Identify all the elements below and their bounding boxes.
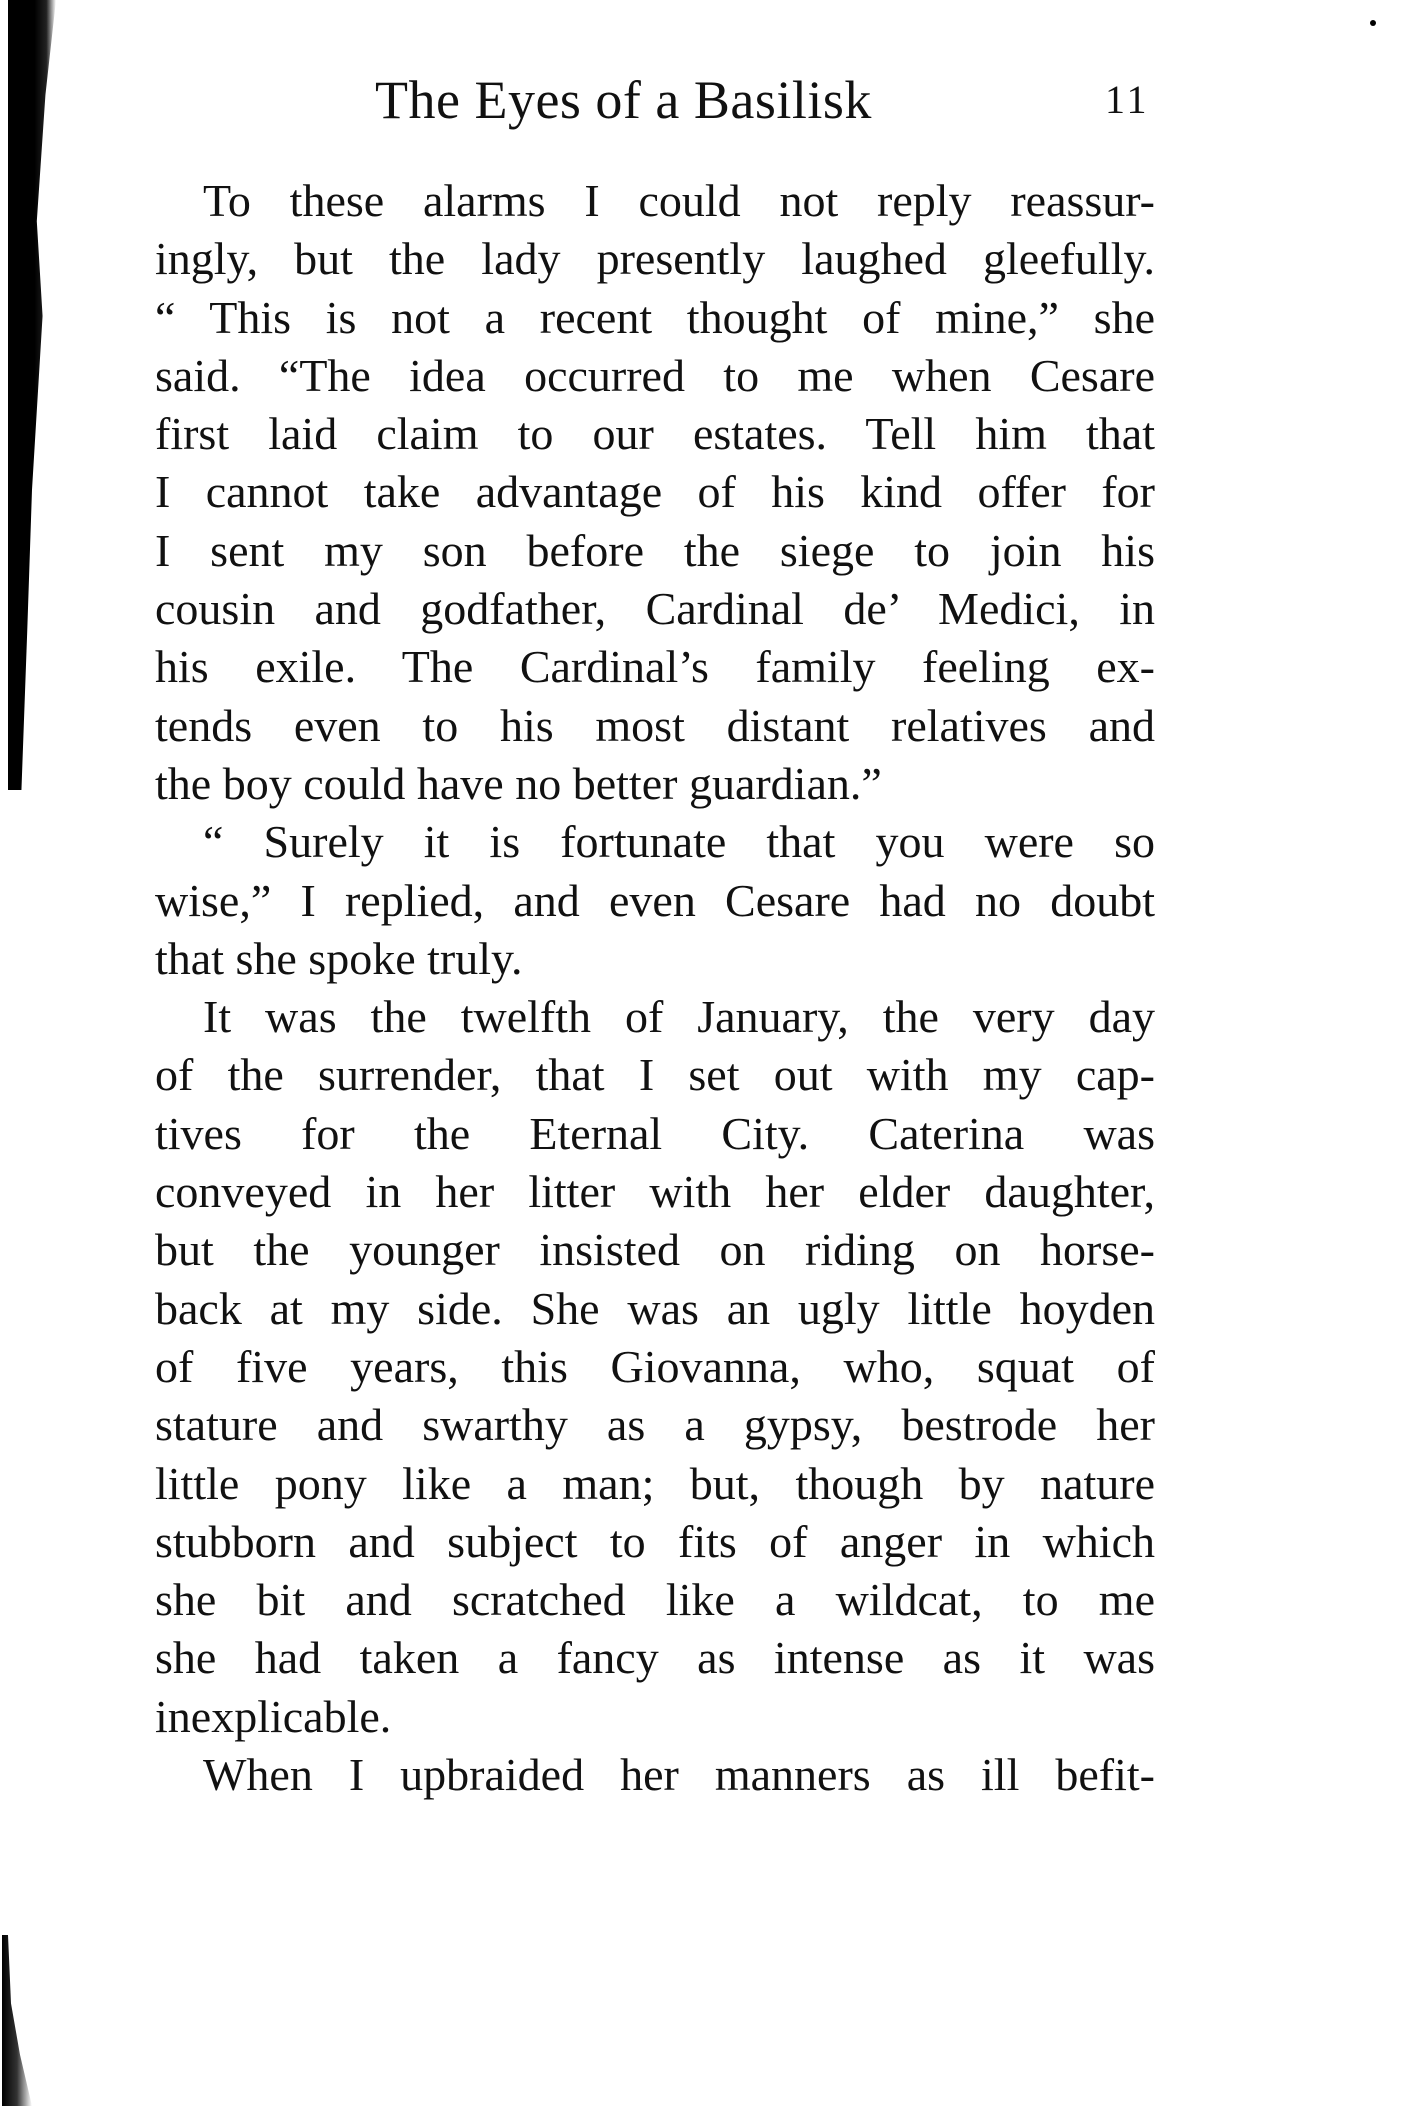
text-line: conveyed in her litter with her elder daughter,: [155, 1166, 1155, 1218]
text-line: When I upbraided her manners as ill befit-: [203, 1749, 1155, 1801]
scan-speck: [1370, 20, 1376, 26]
text-line: she had taken a fancy as intense as it was: [155, 1632, 1155, 1684]
text-line: tends even to his most distant relatives and: [155, 699, 1155, 751]
text-line: “ Surely it is fortunate that you were so: [203, 816, 1155, 868]
text-line: “ This is not a recent thought of mine,” she: [155, 291, 1155, 343]
text-line: cousin and godfather, Cardinal de’ Medici, in: [155, 583, 1155, 635]
text-line: the boy could have no better guardian.”: [155, 757, 882, 809]
text-line: wise,” I replied, and even Cesare had no doubt: [155, 874, 1155, 926]
text-line: I sent my son before the siege to join his: [155, 524, 1155, 576]
scan-edge-shadow-bottom: [2, 1935, 32, 2106]
text-line: first laid claim to our estates. Tell him that: [155, 408, 1155, 460]
text-line: his exile. The Cardinal’s family feeling ex-: [155, 641, 1155, 693]
text-line: said. “The idea occurred to me when Cesare: [155, 349, 1155, 401]
text-line: To these alarms I could not reply reassur-: [203, 175, 1155, 226]
running-title: The Eyes of a Basilisk: [375, 70, 872, 130]
text-line: I cannot take advantage of his kind offer for: [155, 466, 1155, 518]
text-line: tives for the Eternal City. Caterina was: [155, 1107, 1155, 1159]
text-line: of the surrender, that I set out with my cap-: [155, 1049, 1155, 1101]
text-line: she bit and scratched like a wildcat, to me: [155, 1574, 1155, 1626]
running-head: [155, 60, 1155, 140]
text-line: stature and swarthy as a gypsy, bestrode her: [155, 1399, 1155, 1451]
body-text: [155, 172, 1155, 1804]
text-line: It was the twelfth of January, the very day: [203, 991, 1155, 1043]
text-line: but the younger insisted on riding on horse-: [155, 1224, 1155, 1276]
text-line: stubborn and subject to fits of anger in which: [155, 1515, 1155, 1567]
text-line: of five years, this Giovanna, who, squat of: [155, 1340, 1155, 1392]
page-number: 11: [1105, 77, 1150, 122]
text-line: that she spoke truly.: [155, 932, 523, 984]
text-line: back at my side. She was an ugly little hoyden: [155, 1282, 1155, 1334]
text-line: little pony like a man; but, though by nature: [155, 1457, 1155, 1509]
text-line: inexplicable.: [155, 1690, 392, 1742]
text-line: ingly, but the lady presently laughed gleefully.: [155, 233, 1155, 285]
scan-edge-shadow-top: [8, 0, 56, 790]
